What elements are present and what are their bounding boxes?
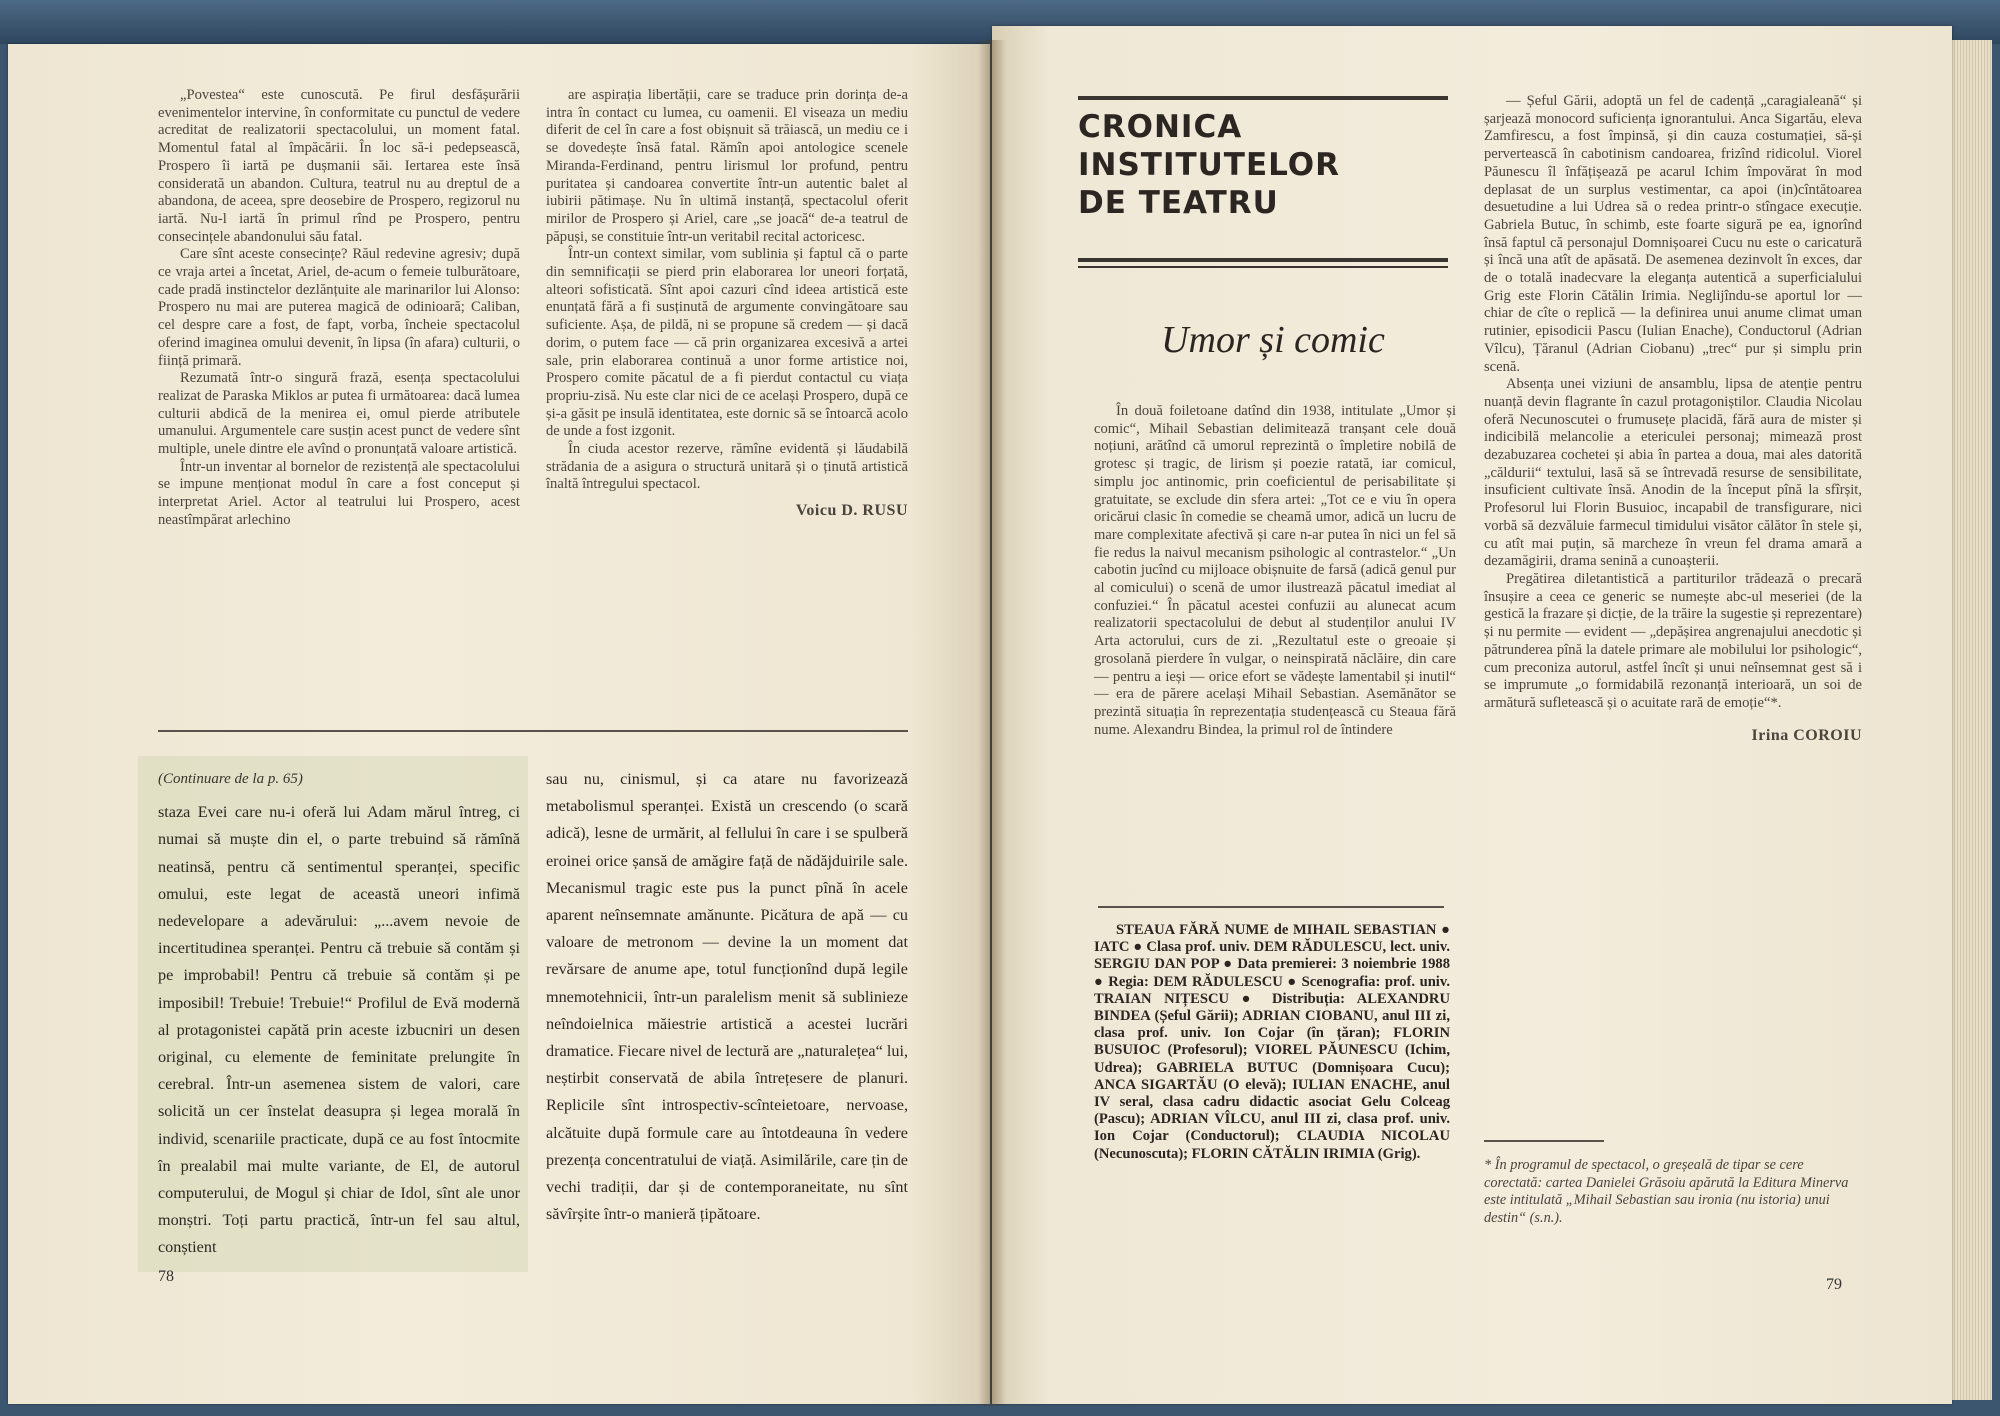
review-signature: Voicu D. RUSU	[795, 502, 908, 520]
section-headline	[1078, 108, 1408, 222]
headline-rule-top	[1078, 96, 1448, 100]
paragraph: sau nu, cinismul, și ca atare nu favorizează metabolismul speranței. Există un crescendo (o scară adică), lesne de urmărit, al fellului în care i se spulberă eroinei orice șansă de amăgire față de nădăjduirile sale. Mecanismul tragic este pus la punct pînă în acele aparent neînsemnate amănunte. Picătura de apă — cu valoare de metronom — devine la un moment dat revărsare de anume ape, totul funcționînd după legile mnemotehnicii, într-un paralelism menit să sublinieze neîndoielnica măiestrie artistică a acestei lucrări dramatice. Fiecare nivel de lectură are „naturalețea“ lui, neștirbit conservată de abila întrețesere de planuri. Replicile sînt introspectiv-scînteietoare, nervoase, alcătuite după formule care au întotdeauna în vedere prezența concentratului de viață. Asimilările, care țin de vechi tradiții, dar și de contemporaneitate, nu sînt săvîrșite într-o manieră țipătoare.	[546, 770, 908, 1224]
article-signature: Irina COROIU	[1751, 726, 1862, 744]
paragraph: Rezumată într-o singură frază, esența spectacolului realizat de Paraska Miklos ar putea fi următoarea: dacă lumea culturii abdică de la menirea ei, omul pierde atributele umanului. Argumentele care susțin acest punct de vedere sînt multiple, unele dintre ele avînd o pronunțată valoare artistică.	[158, 370, 520, 458]
paragraph: În două foiletoane datînd din 1938, intitulate „Umor și comic“, Mihail Sebastian delimitează tranșant cele două noțiuni, arătînd că umorul reprezintă o împletire nobilă de grotesc și tragic, de lirism și poezie ratată, iar comicul, simplu joc antinomic, prin coeficientul de perisabilitate și gratuitate, se exclude din sfera artei: „Tot ce e viu în opera oricărui clasic în comedie se cheamă umor, adică un lucru de mare complexitate afectivă și care n-ar putea în nici un fel să fie redus la naivul mecanism psihologic al contrastelor.“ „Un cabotin jucînd cu mijloace obișnuite de farsă (adică genul pur al comicului) o scenă de umor ilustrează păcatul imediat al confuziei.“ În păcatul acestei confuzii au alunecat acum realizatorii spectacolului de debut al studenților anului IV Arta actorului, curs de zi. „Rezultatul este o greoaie și grosolană pierdere în vulgar, o neinspirată năclăire, din care — pentru a ieși — orice efort se vădește lamentabil și inutil“ — era de părere același Mihail Sebastian. Asemănător se prezintă situația în reprezentația studențească cu Steaua fără nume. Alexandru Bindea, la primul rol de întindere	[1094, 403, 1456, 738]
review-column-2	[546, 87, 908, 520]
headline-line: CRONICA	[1078, 109, 1243, 145]
headline-line: INSTITUTELOR	[1078, 147, 1340, 183]
credits-text: STEAUA FĂRĂ NUME de MIHAIL SEBASTIAN ● IATC ● Clasa prof. univ. DEM RĂDULESCU, lect. univ. SERGIU DAN POP ● Data premierei: 3 noiembrie 1988 ● Regia: DEM RĂDULESCU ● Scenografia: prof. univ. TRAIAN NIȚESCU ● Distribuția: ALEXANDRU BINDEA (Șeful Gării); ADRIAN CIOBANU, anul III zi, clasa prof. univ. Ion Cojar (în țăran); FLORIN BUSUIOC (Profesorul); VIOREL PĂUNESCU (Ichim, Udrea); GABRIELA BUTUC (Domnișoara Cucu); ANCA SIGARTĂU (O elevă); IULIAN ENACHE, anul IV seral, clasa cadru didactic asociat Gelu Colceag (Pascu); ADRIAN VÎLCU, anul III zi, clasa prof. univ. Ion Cojar (Conductorul); CLAUDIA NICOLAU (Necunoscuta); FLORIN CĂTĂLIN IRIMIA (Grig).	[1094, 922, 1450, 1162]
page-number-right: 79	[1826, 1276, 1842, 1293]
paragraph: are aspirația libertății, care se traduce prin dorința de-a intra în contact cu lumea, cu oamenii. El viseaza un mediu diferit de cel în care a fost obișnuit să trăiască, un mediu ce i se dovedește însă fatal. Rămîn apoi antologice scenele Miranda-Ferdinand, pentru lirismul lor profund, pentru puritatea și candoarea convertite într-un autentic balet al iubirii pătimașe. Nu în ultimă instanță, spectacolul oferit mirilor de Prospero și Ariel, care „se joacă“ de-a teatrul de păpuși, se constituie într-un veritabil recital actoricesc.	[546, 87, 908, 245]
paragraph: „Povestea“ este cunoscută. Pe firul desfășurării evenimentelor intervine, în conformitate cu punctul de vedere acreditat de realizatorii spectacolului, un moment fatal. Momentul fatal al împăcării. În loc să-i pedepsească, Prospero îi iartă pe dușmanii săi. Iertarea este însă considerată un abandon. Cultura, teatrul nu au dreptul de a abandona, de aceea, spre deosebire de Prospero, regizorul nu iartă. Nu-l iartă în primul rînd pe Prospero, pentru consecințele abandonului său fatal.	[158, 87, 520, 245]
headline-rule-bottom-thin	[1078, 266, 1448, 268]
section-separator	[158, 730, 908, 732]
paragraph: Care sînt aceste consecințe? Răul redevine agresiv; după ce vraja artei a încetat, Ariel, de-acum o femeie tulburătoare, cade pradă instinctelor dezlănțuite ale marinarilor lui Alonso: Prospero nu mai are puterea magică de odinioară; Caliban, cel despre care a fost, de fapt, vorba, încheie spectacolul oferind imaginea omului devenit, în lipsa (în afara) culturii, o ființă primară.	[158, 246, 520, 369]
headline-rule-bottom	[1078, 258, 1448, 262]
article-column-2	[1484, 93, 1862, 744]
page-edges	[1952, 40, 1992, 1400]
credits-rule	[1098, 906, 1444, 908]
paragraph: staza Evei care nu-i oferă lui Adam mărul întreg, ci numai să muște din el, o parte trebuind să rămînă neatinsă, pentru că sentimentul speranței, specific omului, este legat de această uneori infimă nedevelopare a adevărului: „...avem nevoie de incertitudinea speranței. Pentru că trebuie să contăm și pe improbabil! Pentru că trebuie să contăm și pe imposibil! Trebuie! Trebuie!“ Profilul de Evă modernă al protagonistei capătă prin aceste izbucniri un desen original, cu elemente de feminitate prelungite în cerebral. Într-un asemenea sistem de valori, care solicită un cer înstelat deasupra și legea morală în individ, scenariile practicate, după ce au fost întocmite în prealabil mai multe variante, de El, de autorul computerului, de Mogul și chiar de Idol, sînt ale unor monștri. Toți partu practică, într-un fel sau altul, conștient	[158, 803, 520, 1257]
paragraph: — Șeful Gării, adoptă un fel de cadență „caragialeană“ și șarjează monocord suficiența ignorantului. Anca Sigartău, eleva Zamfirescu, a fost împinsă, și din cauza costumației, să-și pervertească în cabotinism candoarea, frizînd ridicolul. Viorel Păunescu îl înfățișează pe acarul Ichim împovărat în mod deplasat de un surplus vestimentar, ca apoi (in)cîntătoarea desuetudine a lui Udrea să o redea printr-o stîngace execuție. Gabriela Butuc, în schimb, este foarte sigură pe ea, ignorînd însă faptul că personajul Domnișoarei Cucu nu este o caricatură și încă una atît de apăsată. De asemenea dezinvolt în exces, dar de o totală inadecvare la eleganța autentică a superficialului Grig este Florin Cătălin Irimia. Neglijîndu-se aportul lor — chiar de cîte o replică — la definirea unui anume climat uman rutinier, episodicii Pascu (Iulian Enache), Conductorul (Adrian Vîlcu), Țăranul (Adrian Ciobanu) „trec“ pur și simplu prin scenă.	[1484, 93, 1862, 375]
footnote: * În programul de spectacol, o greșeală de tipar se cere corectată: cartea Danielei Grăsoiu apărută la Editura Minerva este intitulată „Mihail Sebastian sau ironia (nu istoria) unui destin“ (s.n.).	[1484, 1157, 1849, 1226]
article-title: Umor și comic	[1161, 319, 1385, 361]
paragraph: Pregătirea diletantistică a partiturilor trădează o precară însușire a ceea ce generic se numește abc-ul meseriei (de la gestică la frazare și dicție, de la trăire la sugestie și reprezentare) și nu permite — evident — „depășirea angrenajului anecdotic și pătrunderea pînă la datele primare ale mobilului lor psihologic“, cum preconiza autorul, astfel încît și unui neînsemnat gest să i se imprumute „o formidabilă rezonanță interioară, un soi de armătură sufletească și o acuitate rară de emoție“*.	[1484, 570, 1862, 711]
headline-line: DE TEATRU	[1078, 185, 1279, 221]
production-credits	[1094, 922, 1450, 1163]
paragraph: Absența unei viziuni de ansamblu, lipsa de atenție pentru nuanță devin flagrante în cazul protagoniștilor. Claudia Nicolau oferă Necunoscutei o frumusețe placidă, fără aura de mister și indicibilă melancolie a etericulei personaj; mimează prost dezabuzarea cochetei și abia în partea a doua, mai ales datorită „căldurii“ textului, lasă să se întrevadă resurse de sensibilitate, insuficient cultivate însă. Anodin de la început pînă la sfîrșit, Profesorul lui Florin Busuioc, incapabil de transfigurare, nici vorbă să dezvăluie farmecul timidului visător călător în stele și, cu atît mai puțin, să marcheze în vreun fel drama amară a dezamăgirii, drama senină a cunoașterii.	[1484, 376, 1862, 570]
paragraph: Într-un context similar, vom sublinia și faptul că o parte din semnificații se pierd prin elaborarea lor uneori forțată, alteori sofisticată. Sînt apoi cazuri cînd ideea artistică este enunțată fără a fi susținută de argumente convingătoare sau suficiente. Așa, de pildă, ni se propune să credem — și dacă dorim, o putem face — că prin organizarea excesivă a artei sale, prin elaborarea continuă a unor forme artistice noi, Prospero comite păcatul de a fi pierdut contactul cu viața propriu-zisă. Nu este clar nici de ce același Prospero, după ce și-a găsit pe insulă identitatea, este dornic să se întoarcă acolo de unde a fost izgonit.	[546, 246, 908, 440]
continuation-label: (Continuare de la p. 65)	[158, 771, 303, 787]
continuation-column-2	[546, 766, 908, 1228]
paragraph: În ciuda acestor rezerve, rămîne evidentă și lăudabilă strădania de a asigura o structură unitară și o ținută artistică înaltă întregului spectacol.	[546, 441, 908, 493]
book-gutter	[978, 40, 1006, 1406]
continuation-column-1	[158, 766, 520, 1262]
page-number-left: 78	[158, 1268, 174, 1285]
article-column-1	[1094, 403, 1456, 739]
review-column-1	[158, 87, 520, 530]
paragraph: Într-un inventar al bornelor de rezistență ale spectacolului se impune menționat modul în care a fost conceput și interpretat Ariel. Actor al teatrului lui Prospero, acest neastîmpărat arlechino	[158, 458, 520, 528]
footnote-rule	[1484, 1140, 1604, 1142]
